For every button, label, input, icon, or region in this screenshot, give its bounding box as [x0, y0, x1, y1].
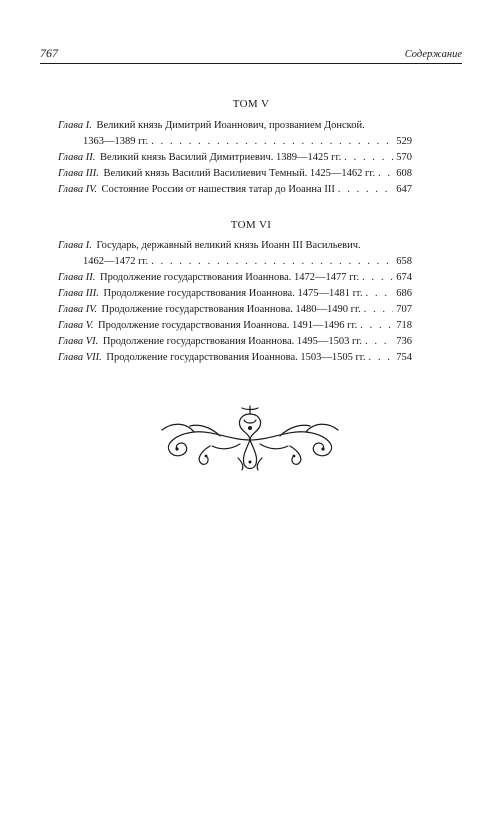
toc-entry[interactable]: [58, 334, 412, 350]
toc-entry[interactable]: [58, 286, 412, 302]
chapter-title: Государь, державный великий князь Иоанн III Васильевич.: [96, 240, 361, 251]
chapter-title: Продолжение государствования Иоаннова. 1503—1505 гг.: [106, 352, 366, 363]
chapter-label: Глава II.: [58, 272, 96, 283]
running-title: Содержание: [404, 49, 462, 60]
chapter-label: Глава VII.: [58, 352, 102, 363]
leader-dots: [364, 302, 394, 318]
chapter-label: Глава II.: [58, 152, 96, 163]
page-ref: 754: [396, 352, 412, 363]
chapter-title: Продолжение государствования Иоаннова. 1491—1496 гг.: [98, 320, 358, 331]
leader-dots: [365, 334, 393, 350]
toc-entry[interactable]: [58, 238, 412, 270]
chapter-title: Продолжение государствования Иоаннова. 1480—1490 гг.: [101, 304, 361, 315]
ornament-vignette-icon: [150, 400, 350, 476]
leader-dots: [151, 254, 393, 270]
leader-dots: [366, 286, 394, 302]
volume-heading: ТОМ VI: [230, 219, 272, 231]
toc-entry[interactable]: [58, 270, 412, 286]
page-ref: 707: [396, 304, 412, 315]
toc-entry[interactable]: [58, 150, 412, 166]
chapter-title: Продолжение государствования Иоаннова. 1495—1503 гг.: [102, 336, 363, 347]
leader-dots: [362, 270, 393, 286]
toc-entry[interactable]: [58, 302, 412, 318]
leader-dots: [369, 350, 394, 366]
leader-dots: [338, 182, 393, 198]
page-ref: 529: [396, 136, 412, 147]
page-ref: 736: [396, 336, 412, 347]
toc-volume-6: [58, 238, 412, 366]
chapter-label: Глава I.: [58, 120, 92, 131]
chapter-label: Глава III.: [58, 168, 99, 179]
leader-dots: [151, 134, 393, 150]
chapter-title-continuation: 1363—1389 гг.: [83, 136, 149, 147]
page-number: 767: [40, 46, 58, 60]
page-header: [40, 46, 462, 61]
leader-dots: [344, 150, 393, 166]
chapter-label: Глава I.: [58, 240, 92, 251]
header-rule: [40, 63, 462, 64]
leader-dots: [360, 318, 393, 334]
chapter-label: Глава IV.: [58, 304, 97, 315]
chapter-title: Продолжение государствования Иоаннова. 1472—1477 гг.: [99, 272, 360, 283]
chapter-title-continuation: 1462—1472 гг.: [83, 256, 149, 267]
chapter-title: Великий князь Димитрий Иоаннович, прозванием Донской.: [96, 120, 365, 131]
toc-entry[interactable]: [58, 118, 412, 150]
chapter-label: Глава IV.: [58, 184, 97, 195]
toc-entry[interactable]: [58, 350, 412, 366]
page-ref: 686: [396, 288, 412, 299]
page-ref: 674: [396, 272, 412, 283]
page-ref: 658: [396, 256, 412, 267]
leader-dots: [378, 166, 393, 182]
chapter-label: Глава VI.: [58, 336, 99, 347]
chapter-title: Великий князь Василий Василиевич Темный. 1425—1462 гг.: [103, 168, 376, 179]
chapter-title: Продолжение государствования Иоаннова. 1475—1481 гг.: [103, 288, 363, 299]
chapter-title: Великий князь Василий Димитриевич. 1389—1425 гг.: [99, 152, 342, 163]
toc-entry[interactable]: [58, 166, 412, 182]
volume-heading: ТОМ V: [232, 98, 270, 110]
page-ref: 608: [396, 168, 412, 179]
toc-volume-5: [58, 118, 412, 198]
toc-entry[interactable]: [58, 318, 412, 334]
page-ref: 570: [396, 152, 412, 163]
chapter-label: Глава III.: [58, 288, 99, 299]
toc-entry[interactable]: [58, 182, 412, 198]
page-ref: 718: [396, 320, 412, 331]
chapter-label: Глава V.: [58, 320, 94, 331]
page-ref: 647: [396, 184, 412, 195]
chapter-title: Состояние России от нашествия татар до Иоанна III: [101, 184, 335, 195]
